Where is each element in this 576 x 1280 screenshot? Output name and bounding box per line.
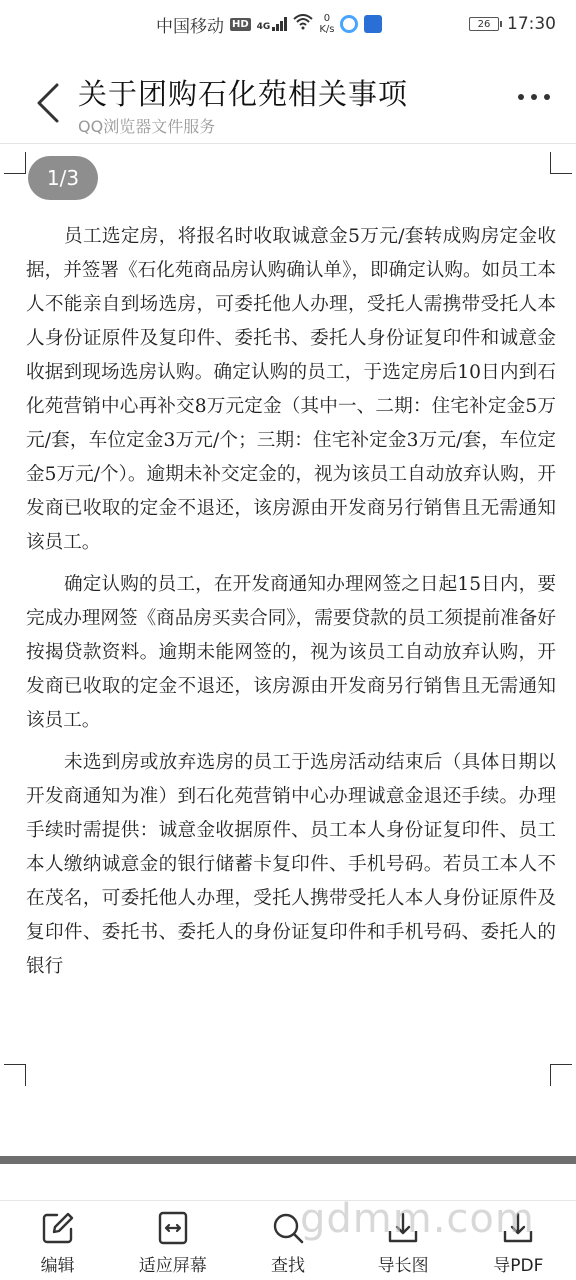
- app-notification-icon: [364, 15, 382, 33]
- page-separator: [0, 1156, 576, 1164]
- header: [0, 48, 576, 144]
- export-long-image-label: 导长图: [377, 1256, 429, 1276]
- edit-label: 编辑: [40, 1256, 75, 1276]
- export-pdf-icon: [501, 1211, 535, 1245]
- crop-mark-bottom-left: [4, 1064, 26, 1086]
- status-right: [469, 14, 556, 34]
- fit-screen-button[interactable]: [118, 1201, 228, 1276]
- find-label: 查找: [270, 1256, 305, 1276]
- more-options-button[interactable]: [518, 94, 550, 100]
- status-bar: [0, 0, 576, 48]
- fit-screen-label: 适应屏幕: [138, 1256, 207, 1276]
- more-dots-icon: [518, 94, 524, 100]
- back-button[interactable]: [30, 78, 66, 128]
- document-body: [26, 220, 556, 992]
- crop-mark-bottom-right: [550, 1064, 572, 1086]
- wifi-icon: [293, 14, 313, 34]
- watermark: gdmm.com: [300, 1196, 535, 1242]
- page-subtitle: QQ浏览器文件服务: [78, 117, 216, 136]
- status-left: [156, 12, 382, 37]
- download-image-icon: [386, 1211, 420, 1245]
- export-long-image-button[interactable]: [348, 1201, 458, 1276]
- battery-level: 26: [477, 18, 491, 30]
- export-pdf-button[interactable]: [463, 1201, 573, 1276]
- qq-browser-notification-icon: [340, 15, 358, 33]
- page-indicator: 1/3: [28, 156, 98, 200]
- bottom-toolbar: [0, 1200, 576, 1280]
- export-pdf-label: 导PDF: [493, 1256, 544, 1276]
- speed-value: 0: [323, 13, 331, 24]
- fit-screen-icon: [156, 1211, 190, 1245]
- network-speed: [319, 13, 334, 35]
- edit-button[interactable]: [3, 1201, 113, 1276]
- search-icon: [271, 1211, 305, 1245]
- find-button[interactable]: [233, 1201, 343, 1276]
- edit-icon: [41, 1211, 75, 1245]
- crop-mark-top-left: [4, 152, 26, 174]
- network-type: 4G: [256, 21, 271, 32]
- battery-icon: [469, 17, 499, 31]
- hd-badge: HD: [232, 18, 249, 30]
- signal-icon: [272, 17, 287, 31]
- crop-mark-top-right: [550, 152, 572, 174]
- document-viewer[interactable]: [0, 144, 576, 1156]
- paragraph: 确定认购的员工，在开发商通知办理网签之日起15日内，要完成办理网签《商品房买卖合同》，需要贷款的员工须提前准备好按揭贷款资料。逾期未能网签的，视为该员工自动放弃认购，开发商已收取的定金不退还，该房源由开发商另行销售且无需通知该员工。: [26, 574, 556, 731]
- paragraph: 员工选定房，将报名时收取诚意金5万元/套转成购房定金收据，并签署《石化苑商品房认购确认单》，即确定认购。如员工本人不能亲自到场选房，可委托他人办理，受托人需携带受托人本人身份证原件及复印件、委托书、委托人身份证复印件和诚意金收据到现场选房认购。确定认购的员工，于选定房后10日内到石化苑营销中心再补交8万元定金（其中一、二期：住宅补定金5万元/套，车位定金3万元/个；三期：住宅补定金3万元/套，车位定金5万元/个）。逾期未补交定金的，视为该员工自动放弃认购，开发商已收取的定金不退还，该房源由开发商另行销售且无需通知该员工。: [26, 226, 556, 553]
- paragraph: 未选到房或放弃选房的员工于选房活动结束后（具体日期以开发商通知为准）到石化苑营销中心办理诚意金退还手续。办理手续时需提供：诚意金收据原件、员工本人身份证复印件、员工本人缴纳诚意金的银行储蓄卡复印件、手机号码。若员工本人不在茂名，可委托他人办理，受托人携带受托人本人身份证原件及复印件、委托书、委托人的身份证复印件和手机号码、委托人的银行: [26, 752, 556, 977]
- speed-unit: K/s: [319, 24, 335, 35]
- carrier-name: 中国移动: [156, 16, 224, 37]
- chevron-left-icon: [35, 83, 61, 123]
- clock: 17:30: [507, 14, 556, 34]
- page-title: 关于团购石化苑相关事项: [78, 77, 409, 111]
